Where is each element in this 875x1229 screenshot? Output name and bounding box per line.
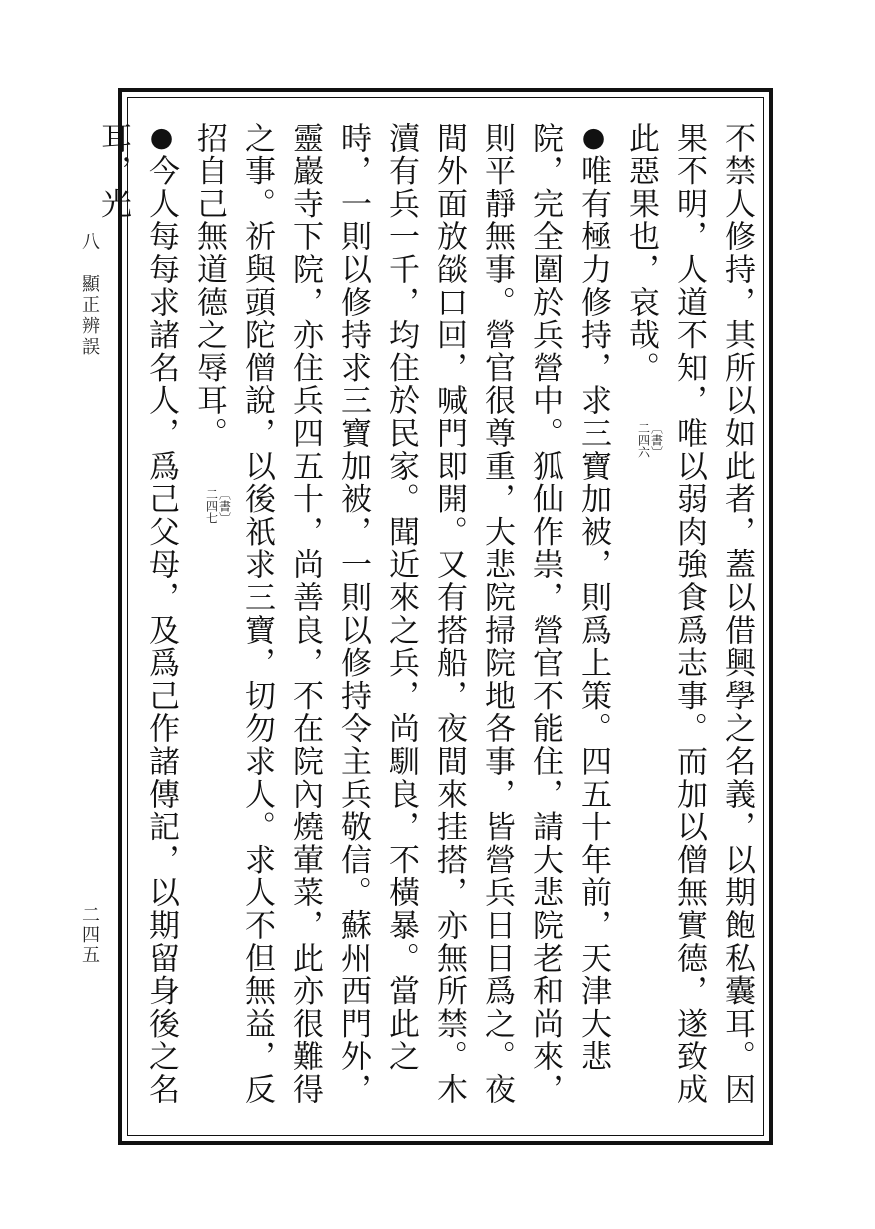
source-note-2-number: 二四七 (204, 487, 219, 524)
paragraph-1 (617, 122, 761, 1132)
bullet-icon: ● (146, 122, 177, 155)
paragraph-3 (89, 122, 185, 1132)
source-note-1 (637, 422, 663, 458)
bullet-icon: ● (578, 122, 609, 155)
source-note-2 (205, 488, 231, 524)
paragraph-2-text: 唯有極力修持，求三寶加被，則爲上策。四五十年前，天津大悲院，完全圍於兵營中。狐仙作祟，營官不能住，請大悲院老和尚來，則平靜無事。營官很尊重，大悲院掃院地各事，皆營兵日日爲之。夜間外面放燄口回，喊門即開。又有搭船，夜間來挂搭，亦無所禁。木瀆有兵一千，均住於民家。聞近來之兵，尚馴良，不橫暴。當此之時，一則以修持求三寶加被，一則以修持令主兵敬信。蘇州西門外，靈巖寺下院，亦住兵四五十，尚善良，不在院內燒葷菜，此亦很難得之事。祈與頭陀僧說，以後祇求三寶，切勿求人。求人不但無益，反招自己無道德之辱耳。 (191, 122, 611, 1106)
chapter-title: 八 顯正辨誤 (79, 232, 100, 358)
paragraph-1-text: 不禁人修持，其所以如此者，蓋以借興學之名義，以期飽私囊耳。因果不明，人道不知，唯以弱肉強食爲志事。而加以僧無實德，遂致成此惡果也，哀哉。 (623, 122, 755, 1106)
page-number: 二四五 (79, 905, 100, 965)
source-note-1-label: 〔書〕 (649, 422, 664, 459)
body-text (95, 122, 761, 1132)
source-note-2-label: 〔書〕 (217, 487, 232, 524)
paragraph-3-text: 今人每每求諸名人，爲己父母，及爲己作諸傳記，以期留身後之名耳，光 (95, 122, 179, 1107)
paragraph-2 (185, 122, 617, 1132)
source-note-1-number: 二四六 (636, 422, 651, 459)
